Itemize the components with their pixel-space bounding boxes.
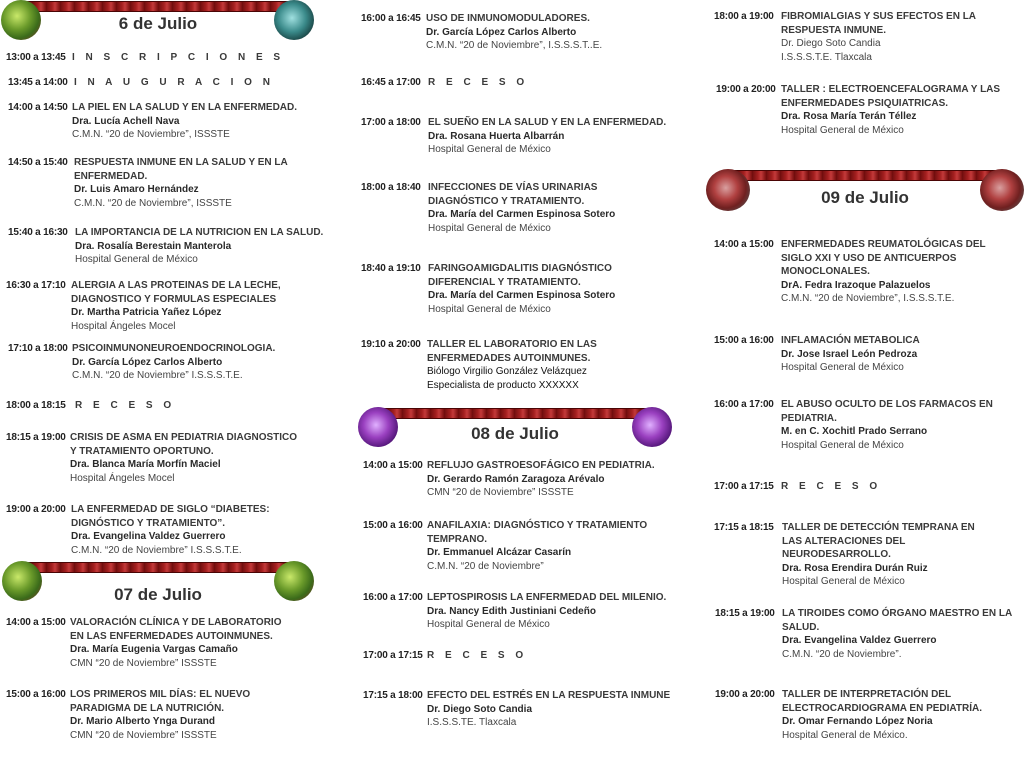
session-title: INFLAMACIÓN METABOLICA [781, 335, 920, 346]
session-speaker: Dr. Luis Amaro Hernández [74, 184, 199, 196]
session-title: PSICOINMUNONEUROENDOCRINOLOGIA. [72, 343, 276, 354]
session-time: 17:10 a 18:00 [8, 343, 68, 354]
day-heading: 07 de Julio [114, 585, 202, 604]
session-institution: C.M.N. “20 de Noviembre” I.S.S.S.T.E. [71, 544, 242, 556]
virus-icon [632, 407, 672, 447]
session-speaker: Dr. Emmanuel Alcázar Casarín [427, 547, 572, 559]
session-time: 14:00 a 15:00 [363, 460, 423, 471]
session-title: EL SUEÑO EN LA SALUD Y EN LA ENFERMEDAD. [428, 117, 667, 128]
session-institution: CMN “20 de Noviembre” ISSSTE [70, 729, 217, 741]
session-time: 15:00 a 16:00 [714, 335, 774, 346]
session-institution: Especialista de producto XXXXXX [427, 379, 579, 391]
session-time: 17:15 a 18:00 [363, 690, 423, 701]
session-speaker: Dr. García López Carlos Alberto [72, 356, 223, 368]
session-speaker: Dra. María del Carmen Espinosa Sotero [428, 209, 616, 221]
session-title: CRISIS DE ASMA EN PEDIATRIA DIAGNOSTICO Y TRATAMIENTO OPORTUNO. [70, 432, 298, 457]
session-speaker: Biólogo Virgilio González Velázquez [427, 366, 587, 378]
banner-09-julio [706, 169, 1024, 215]
session-title: RESPUESTA INMUNE EN LA SALUD Y EN LA ENFERMEDAD. [74, 157, 288, 182]
day-heading: 6 de Julio [118, 14, 198, 33]
session-time: 18:40 a 19:10 [361, 263, 421, 274]
session-speaker: Dr. Gerardo Ramón Zaragoza Arévalo [427, 473, 605, 485]
day-heading: 09 de Julio [821, 188, 909, 207]
ribbon-decoration [18, 562, 298, 573]
session-title: USO DE INMUNOMODULADORES. [426, 13, 590, 24]
session-title: I N S C R I P C I O N E S [72, 52, 285, 63]
session-time: 16:00 a 17:00 [363, 592, 423, 603]
session-title: R E C E S O [75, 400, 176, 411]
session-title: VALORACIÓN CLÍNICA Y DE LABORATORIO EN LAS ENFERMEDADES AUTOINMUNES. [70, 617, 282, 642]
session-title: EFECTO DEL ESTRÉS EN LA RESPUESTA INMUNE [427, 690, 671, 701]
session-time: 18:15 a 19:00 [715, 608, 775, 619]
session-title: R E C E S O [427, 650, 528, 661]
session-title: INFECCIONES DE VÍAS URINARIAS DIAGNÓSTICO Y TRATAMIENTO. [428, 182, 598, 207]
session-time: 17:00 a 18:00 [361, 117, 421, 128]
session-time: 15:40 a 16:30 [8, 227, 68, 238]
session-institution: C.M.N. “20 de Noviembre”. [782, 648, 902, 660]
session-institution: Hospital General de México [428, 144, 551, 156]
session-time: 14:50 a 15:40 [8, 157, 68, 168]
ribbon-decoration [18, 1, 298, 12]
session-institution: C.M.N. “20 de Noviembre”, I.S.S.S.T..E. [426, 40, 603, 52]
session-time: 15:00 a 16:00 [363, 520, 423, 531]
session-speaker: Dr. Diego Soto Candia [427, 703, 533, 715]
session-title: REFLUJO GASTROESOFÁGICO EN PEDIATRIA. [427, 460, 655, 471]
session-title: LEPTOSPIROSIS LA ENFERMEDAD DEL MILENIO. [427, 592, 667, 603]
session-time: 18:00 a 18:40 [361, 182, 421, 193]
session-speaker: DrA. Fedra Irazoque Palazuelos [781, 279, 931, 291]
session-time: 18:00 a 19:00 [714, 11, 774, 22]
session-time: 17:00 a 17:15 [363, 650, 423, 661]
session-time: 13:45 a 14:00 [8, 77, 68, 88]
day-heading: 08 de Julio [471, 424, 559, 443]
virus-icon [274, 0, 314, 40]
session-speaker: Dr. Jose Israel León Pedroza [781, 348, 918, 360]
ribbon-decoration [374, 408, 656, 419]
session-title: TALLER DE DETECCIÓN TEMPRANA EN LAS ALTERACIONES DEL NEURODESARROLLO. [782, 522, 975, 561]
session-institution: Hospital General de México. [782, 729, 908, 741]
session-title: TALLER : ELECTROENCEFALOGRAMA Y LAS ENFERMEDADES PSIQUIATRICAS. [781, 84, 1001, 109]
session-title: R E C E S O [428, 77, 529, 88]
banner-6-julio [0, 0, 316, 46]
session-title: I N A U G U R A C I O N [74, 77, 274, 88]
session-time: 16:30 a 17:10 [6, 280, 66, 291]
session-title: ENFERMEDADES REUMATOLÓGICAS DEL SIGLO XXI Y USO DE ANTICUERPOS MONOCLONALES. [781, 239, 986, 278]
session-title: FIBROMIALGIAS Y SUS EFECTOS EN LA RESPUESTA INMUNE. [781, 11, 976, 36]
session-title: LA IMPORTANCIA DE LA NUTRICION EN LA SALUD. [75, 227, 324, 238]
session-institution: C.M.N. “20 de Noviembre”, ISSSTE [72, 129, 230, 141]
session-institution: Hospital Ángeles Mocel [70, 472, 175, 484]
session-speaker: M. en C. Xochitl Prado Serrano [781, 426, 928, 438]
session-time: 15:00 a 16:00 [6, 689, 66, 700]
session-time: 16:45 a 17:00 [361, 77, 421, 88]
session-speaker: Dra. Rosalía Berestain Manterola [75, 240, 232, 252]
session-time: 13:00 a 13:45 [6, 52, 66, 63]
session-institution: Hospital Ángeles Mocel [71, 320, 176, 332]
session-speaker: Dr. García López Carlos Alberto [426, 26, 577, 38]
session-speaker: Dra. Rosana Huerta Albarrán [428, 130, 565, 142]
session-institution: C.M.N. “20 de Noviembre” [427, 560, 544, 572]
session-time: 16:00 a 17:00 [714, 399, 774, 410]
banner-08-julio [356, 407, 674, 453]
session-institution: Hospital General de México [427, 619, 550, 631]
session-title: TALLER DE INTERPRETACIÓN DEL ELECTROCARDIOGRAMA EN PEDIATRÍA. [782, 689, 982, 714]
session-title: FARINGOAMIGDALITIS DIAGNÓSTICO DIFERENCIAL Y TRATAMIENTO. [428, 263, 612, 288]
session-time: 17:00 a 17:15 [714, 481, 774, 492]
session-institution: CMN “20 de Noviembre” ISSSTE [70, 657, 217, 669]
session-speaker: Dr. Diego Soto Candia [781, 38, 881, 50]
session-institution: CMN “20 de Noviembre” ISSSTE [427, 487, 574, 499]
session-time: 19:00 a 20:00 [6, 504, 66, 515]
virus-icon [274, 561, 314, 601]
session-title: TALLER EL LABORATORIO EN LAS ENFERMEDADES AUTOINMUNES. [427, 339, 597, 364]
session-speaker: Dra. Evangelina Valdez Guerrero [71, 531, 226, 543]
session-speaker: Dr. Martha Patricia Yañez López [71, 307, 222, 319]
session-title: LA PIEL EN LA SALUD Y EN LA ENFERMEDAD. [72, 102, 298, 113]
session-title: ALERGIA A LAS PROTEINAS DE LA LECHE, DIAGNOSTICO Y FORMULAS ESPECIALES [71, 280, 281, 305]
session-title: EL ABUSO OCULTO DE LOS FARMACOS EN PEDIATRIA. [781, 399, 993, 424]
session-institution: I.S.S.S.T.E. Tlaxcala [781, 51, 872, 63]
session-title: ANAFILAXIA: DIAGNÓSTICO Y TRATAMIENTO TEMPRANO. [427, 520, 648, 545]
session-speaker: Dra. Lucía Achell Nava [72, 115, 180, 127]
session-time: 14:00 a 14:50 [8, 102, 68, 113]
banner-07-julio [0, 561, 316, 607]
session-time: 18:00 a 18:15 [6, 400, 66, 411]
session-institution: Hospital General de México [428, 303, 551, 315]
session-title: LA ENFERMEDAD DE SIGLO “DIABETES: DIGNÓSTICO Y TRATAMIENTO”. [71, 504, 270, 529]
session-time: 19:10 a 20:00 [361, 339, 421, 350]
session-speaker: Dra. María del Carmen Espinosa Sotero [428, 290, 616, 302]
session-institution: Hospital General de México [781, 124, 904, 136]
session-institution: Hospital General de México [428, 222, 551, 234]
session-institution: C.M.N. “20 de Noviembre”, I.S.S.S.T.E. [781, 293, 955, 305]
session-speaker: Dra. Rosa María Terán Téllez [781, 111, 917, 123]
session-speaker: Dr. Mario Alberto Ynga Durand [70, 716, 216, 728]
session-title: R E C E S O [781, 481, 882, 492]
session-speaker: Dr. Omar Fernando López Noria [782, 716, 933, 728]
session-time: 18:15 a 19:00 [6, 432, 66, 443]
session-institution: I.S.S.S.TE. Tlaxcala [427, 717, 517, 729]
session-institution: Hospital General de México [75, 254, 198, 266]
session-speaker: Dra. Nancy Edith Justiniani Cedeño [427, 605, 596, 617]
ribbon-decoration [724, 170, 1006, 181]
session-title: LA TIROIDES COMO ÓRGANO MAESTRO EN LA SALUD. [782, 608, 1012, 633]
session-institution: Hospital General de México [781, 439, 904, 451]
virus-icon [980, 169, 1024, 211]
session-institution: Hospital General de México [782, 576, 905, 588]
session-time: 19:00 a 20:00 [715, 689, 775, 700]
session-time: 16:00 a 16:45 [361, 13, 421, 24]
session-institution: C.M.N. “20 de Noviembre”, ISSSTE [74, 197, 232, 209]
session-time: 17:15 a 18:15 [714, 522, 774, 533]
session-time: 14:00 a 15:00 [714, 239, 774, 250]
session-speaker: Dra. Rosa Erendira Durán Ruiz [782, 562, 928, 574]
session-institution: C.M.N. “20 de Noviembre” I.S.S.S.T.E. [72, 370, 243, 382]
session-speaker: Dra. María Eugenia Vargas Camaño [70, 644, 238, 656]
session-speaker: Dra. Blanca María Morfín Maciel [70, 459, 221, 471]
session-speaker: Dra. Evangelina Valdez Guerrero [782, 635, 937, 647]
session-time: 19:00 a 20:00 [716, 84, 776, 95]
session-institution: Hospital General de México [781, 362, 904, 374]
session-title: LOS PRIMEROS MIL DÍAS: EL NUEVO PARADIGMA DE LA NUTRICIÓN. [70, 689, 251, 714]
session-time: 14:00 a 15:00 [6, 617, 66, 628]
